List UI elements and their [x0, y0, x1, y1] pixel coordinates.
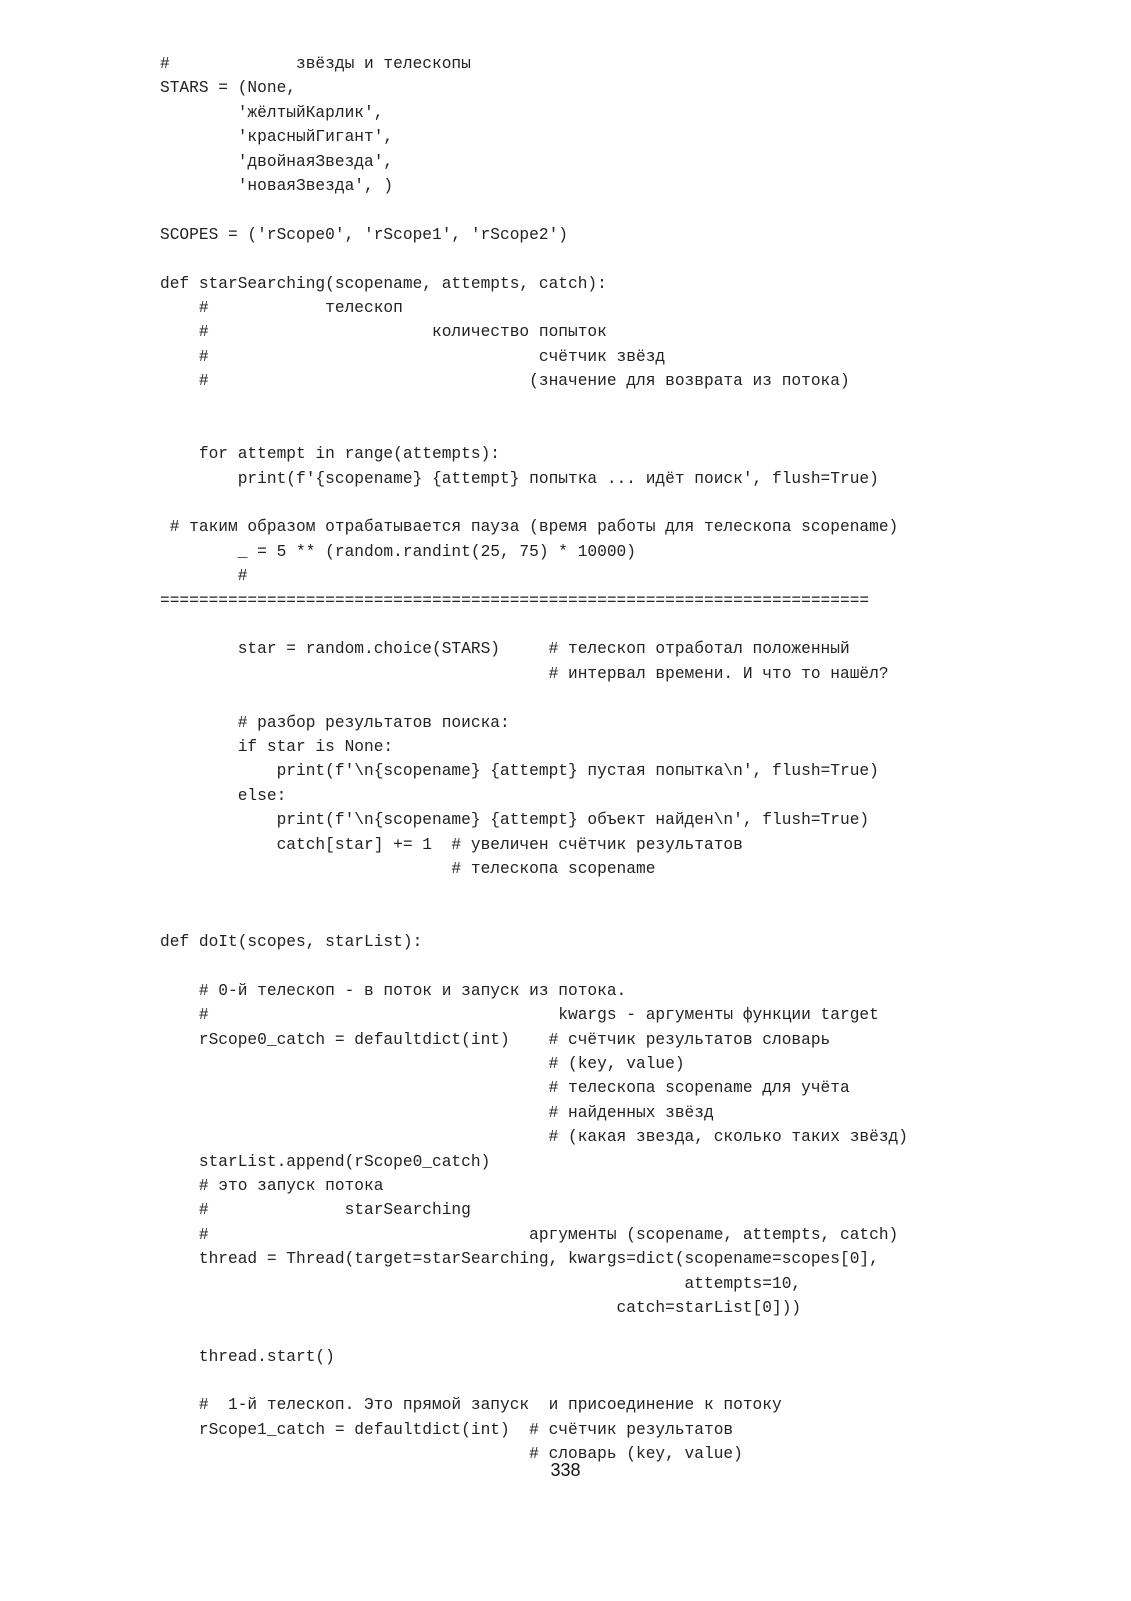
code-line: # количество попыток — [160, 323, 607, 342]
code-line — [160, 954, 908, 978]
code-line: # (какая звезда, сколько таких звёзд) — [160, 1128, 908, 1147]
code-line: rScope1_catch = defaultdict(int) # счётчик результатов — [160, 1420, 734, 1439]
code-line: # словарь (key, value) — [160, 1445, 743, 1464]
code-line — [160, 686, 908, 710]
code-line: print(f'\n{scopename} {attempt} объект найден\n', flush=True) — [160, 811, 870, 830]
code-line: # разбор результатов поиска: — [160, 713, 510, 732]
code-line: # (key, value) — [160, 1055, 685, 1074]
code-line: thread = Thread(target=starSearching, kwargs=dict(scopename=scopes[0], — [160, 1250, 879, 1269]
code-line — [160, 247, 908, 271]
code-line: # найденных звёзд — [160, 1103, 714, 1122]
code-line — [160, 393, 908, 417]
code-line: # starSearching — [160, 1201, 471, 1220]
code-line: else: — [160, 786, 287, 805]
code-line: # счётчик звёзд — [160, 347, 666, 366]
code-line — [160, 906, 908, 930]
code-line: _ = 5 ** (random.randint(25, 75) * 10000) — [160, 542, 636, 561]
code-line: 'жёлтыйКарлик', — [160, 103, 384, 122]
code-line: # 1-й телескоп. Это прямой запуск и присоединение к потоку — [160, 1396, 782, 1415]
code-line: rScope0_catch = defaultdict(int) # счётчик результатов словарь — [160, 1030, 831, 1049]
code-line: STARS = (None, — [160, 79, 296, 98]
code-line: # (значение для возврата из потока) — [160, 372, 850, 391]
code-line: def starSearching(scopename, attempts, catch): — [160, 274, 607, 293]
code-line: # 0-й телескоп - в поток и запуск из потока. — [160, 981, 627, 1000]
code-line: print(f'{scopename} {attempt} попытка ... идёт поиск', flush=True) — [160, 469, 879, 488]
code-line — [160, 418, 908, 442]
code-line — [160, 491, 908, 515]
code-line: catch[star] += 1 # увеличен счётчик результатов — [160, 835, 743, 854]
code-line — [160, 1369, 908, 1393]
page-number: 338 — [550, 1460, 581, 1480]
code-line: # — [160, 567, 248, 586]
code-line: SCOPES = ('rScope0', 'rScope1', 'rScope2') — [160, 225, 568, 244]
code-line: # звёзды и телескопы — [160, 55, 471, 73]
code-line — [160, 198, 908, 222]
code-listing — [160, 52, 908, 1467]
code-line: attempts=10, — [160, 1274, 802, 1293]
code-line: 'двойнаяЗвезда', — [160, 152, 394, 171]
code-line: # kwargs - аргументы функции target — [160, 1006, 879, 1025]
code-line: for attempt in range(attempts): — [160, 445, 500, 464]
code-line: # таким образом отрабатывается пауза (время работы для телескопа scopename) — [160, 518, 899, 537]
code-line: ========================================================================= — [160, 591, 870, 610]
code-line: # телескоп — [160, 298, 403, 317]
code-line — [160, 881, 908, 905]
code-line: print(f'\n{scopename} {attempt} пустая попытка\n', flush=True) — [160, 762, 879, 781]
code-line: def doIt(scopes, starList): — [160, 933, 423, 952]
code-line: # аргументы (scopename, attempts, catch) — [160, 1225, 899, 1244]
code-line — [160, 613, 908, 637]
code-line: starList.append(rScope0_catch) — [160, 1152, 491, 1171]
code-line: # телескопа scopename — [160, 859, 656, 878]
code-line: star = random.choice(STARS) # телескоп отработал положенный — [160, 640, 850, 659]
code-line: catch=starList[0])) — [160, 1298, 802, 1317]
code-line: # интервал времени. И что то нашёл? — [160, 664, 889, 683]
code-line: 'новаяЗвезда', ) — [160, 176, 394, 195]
code-line — [160, 1320, 908, 1344]
code-line: 'красныйГигант', — [160, 128, 394, 147]
code-line: # это запуск потока — [160, 1176, 384, 1195]
code-line: if star is None: — [160, 737, 394, 756]
code-line: thread.start() — [160, 1347, 335, 1366]
code-line: # телескопа scopename для учёта — [160, 1079, 850, 1098]
